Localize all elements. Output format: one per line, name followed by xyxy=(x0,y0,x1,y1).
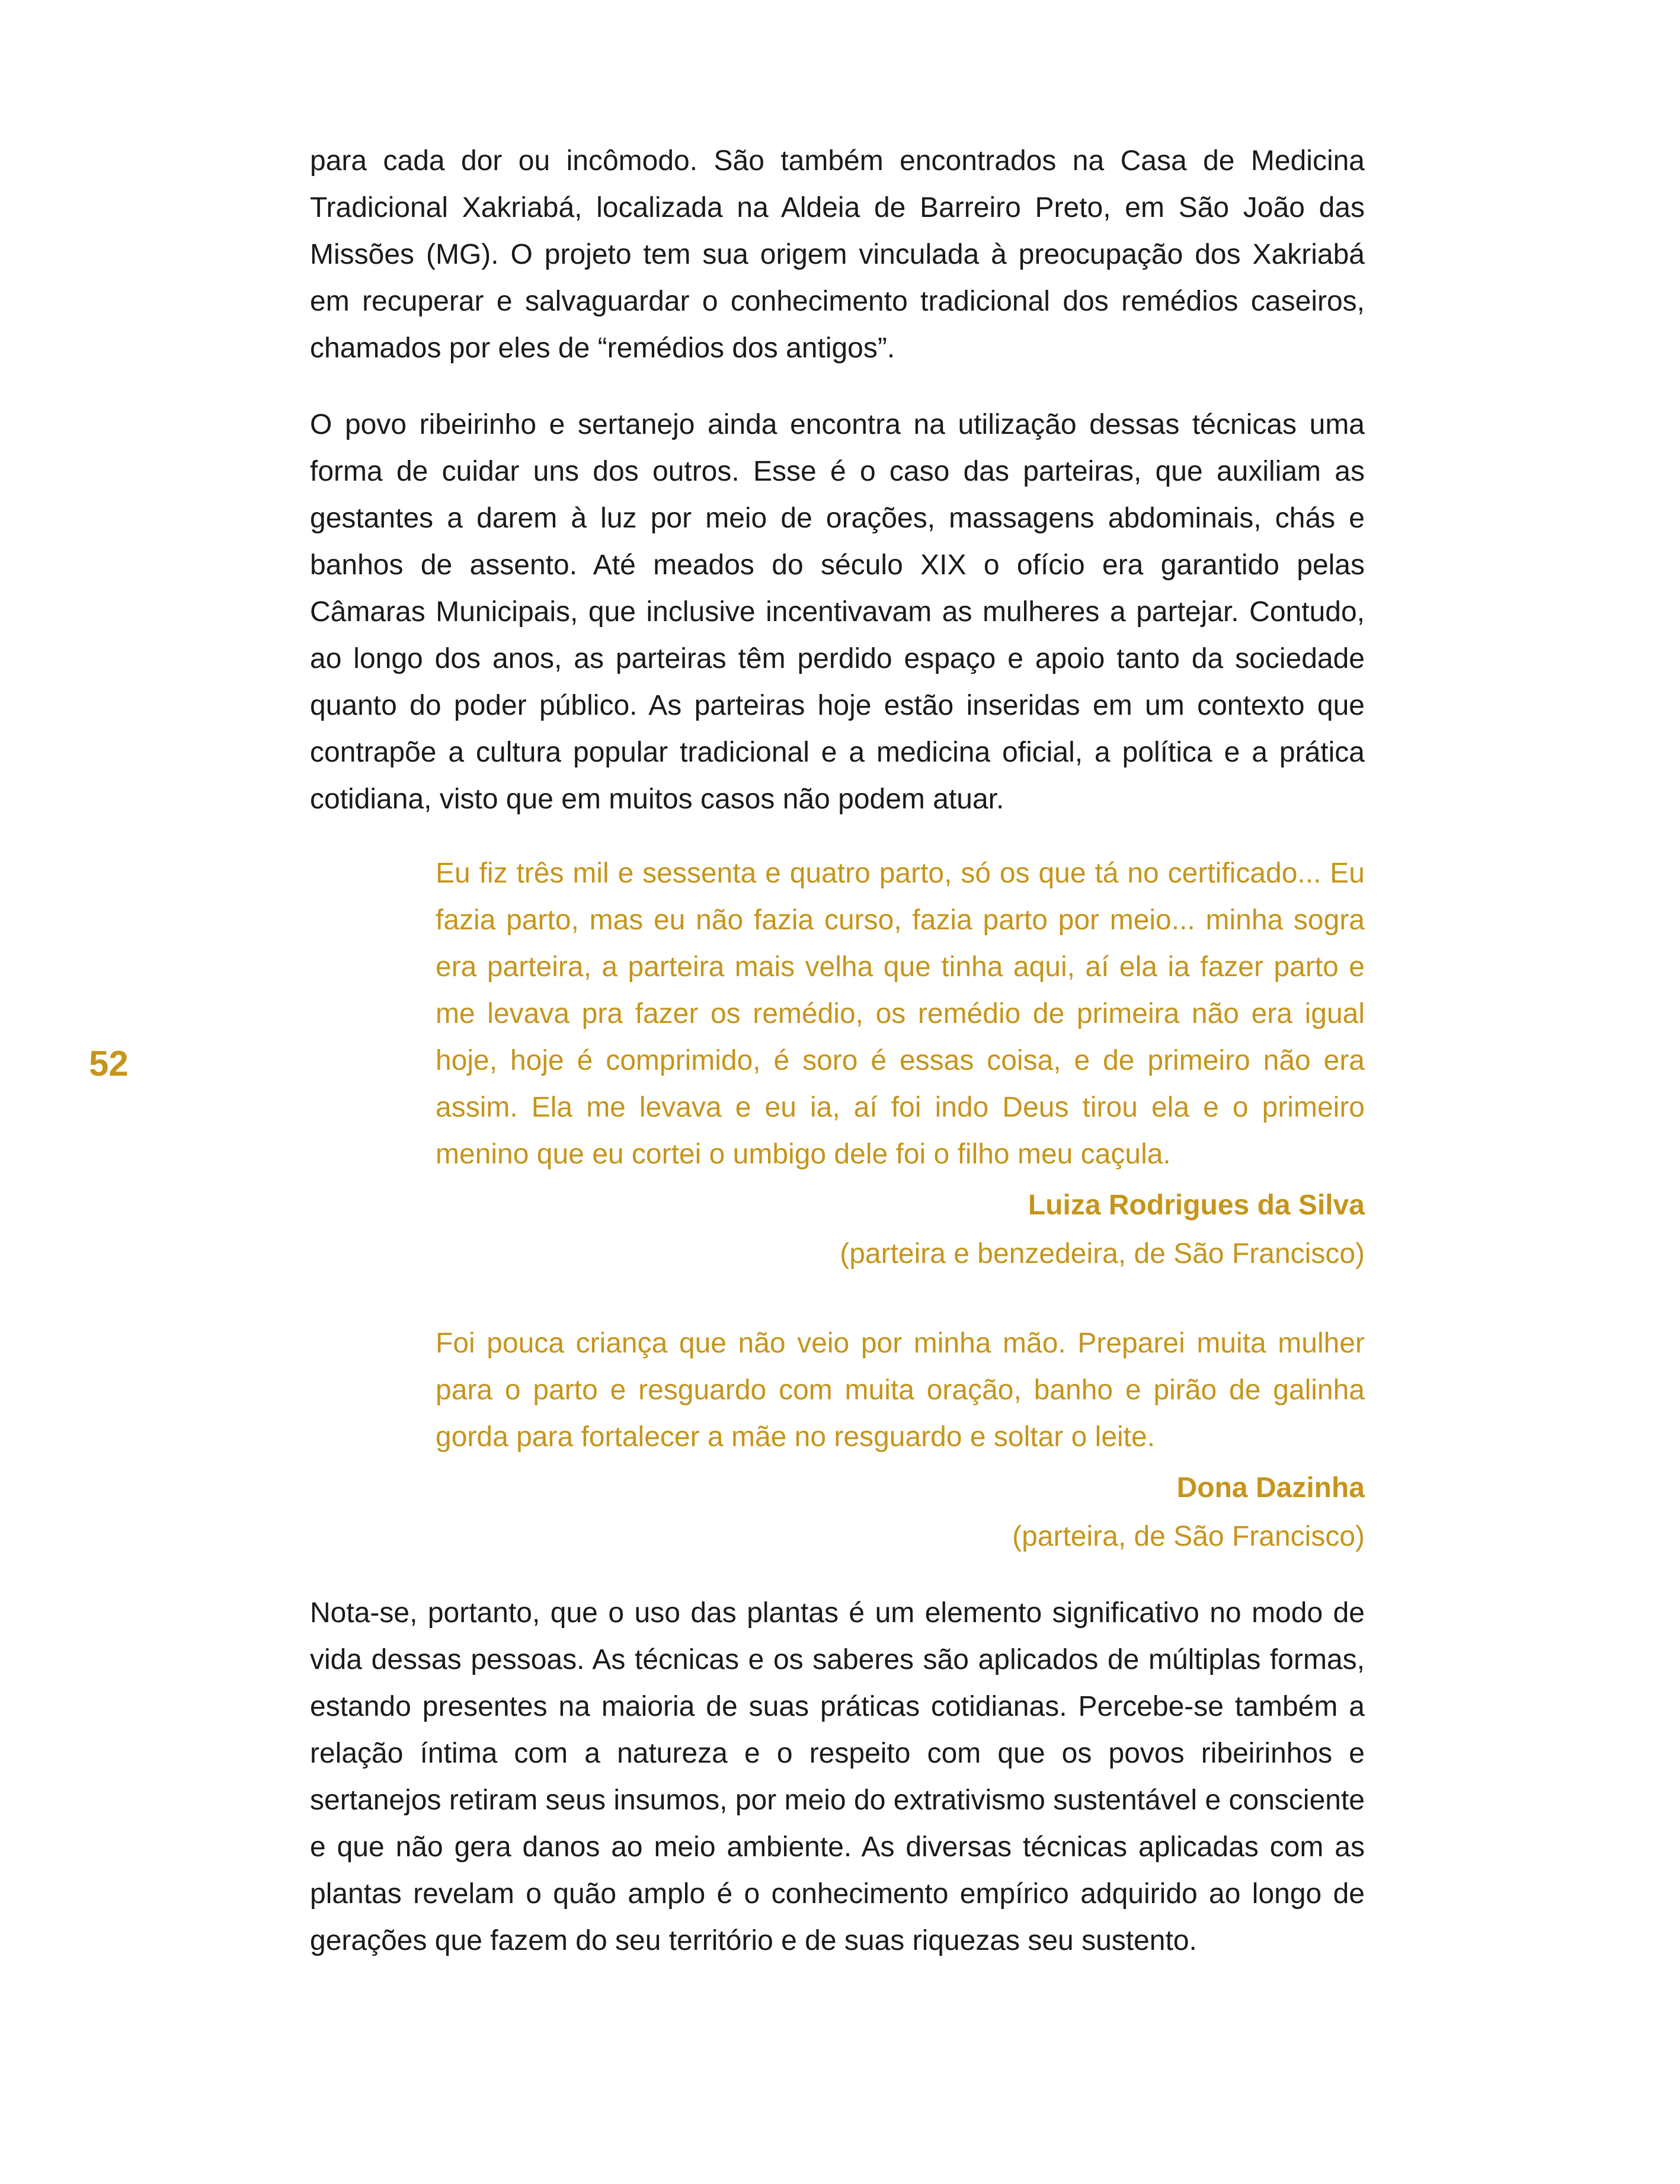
quote-text: Eu fiz três mil e sessenta e quatro parto, só os que tá no certificado... Eu fazia parto, mas eu não fazia curso, fazia parto por meio... minha sogra era parteira, a parteira mais velha que tinha aqui, aí ela ia fazer parto e me levava pra fazer os remédio, os remédio de primeira não era igual hoje, hoje é comprimido, é soro é essas coisa, e de primeiro não era assim. Ela me levava e eu ia, aí foi indo Deus tirou ela e o primeiro menino que eu cortei o umbigo dele foi o filho meu caçula. xyxy=(436,858,1365,1170)
attribution-name: Luiza Rodrigues da Silva xyxy=(1028,1189,1365,1221)
main-text-column xyxy=(310,138,1365,1964)
quote-text: Foi pouca criança que não veio por minha mão. Preparei muita mulher para o parto e resguardo com muita oração, banho e pirão de galinha gorda para fortalecer a mãe no resguardo e soltar o leite. xyxy=(436,1328,1365,1453)
paragraph-1: para cada dor ou incômodo. São também encontrados na Casa de Medicina Tradicional Xakriabá, localizada na Aldeia de Barreiro Preto, em São João das Missões (MG). O projeto tem sua origem vinculada à preocupação dos Xakriabá em recuperar e salvaguardar o conhecimento tradicional dos remédios caseiros, chamados por eles de “remédios dos antigos”. xyxy=(310,145,1365,364)
attribution-role: (parteira e benzedeira, de São Francisco) xyxy=(840,1238,1365,1270)
attribution-role: (parteira, de São Francisco) xyxy=(1012,1521,1365,1552)
quote-attribution xyxy=(436,1181,1365,1278)
quote-attribution xyxy=(436,1464,1365,1561)
page-number: 52 xyxy=(89,1044,129,1083)
attribution-name: Dona Dazinha xyxy=(1176,1472,1365,1504)
quote-luiza xyxy=(436,850,1365,1278)
paragraph-2: O povo ribeirinho e sertanejo ainda encontra na utilização dessas técnicas uma forma de cuidar uns dos outros. Esse é o caso das parteiras, que auxiliam as gestantes a darem à luz por meio de orações, massagens abdominais, chás e banhos de assento. Até meados do século XIX o ofício era garantido pelas Câmaras Municipais, que inclusive incentivavam as mulheres a partejar. Contudo, ao longo dos anos, as parteiras têm perdido espaço e apoio tanto da sociedade quanto do poder público. As parteiras hoje estão inseridas em um contexto que contrapõe a cultura popular tradicional e a medicina oficial, a política e a prática cotidiana, visto que em muitos casos não podem atuar. xyxy=(310,409,1365,815)
paragraph-3: Nota-se, portanto, que o uso das plantas é um elemento significativo no modo de vida dessas pessoas. As técnicas e os saberes são aplicados de múltiplas formas, estando presentes na maioria de suas práticas cotidianas. Percebe-se também a relação íntima com a natureza e o respeito com que os povos ribeirinhos e sertanejos retiram seus insumos, por meio do extrativismo sustentável e consciente e que não gera danos ao meio ambiente. As diversas técnicas aplicadas com as plantas revelam o quão amplo é o conhecimento empírico adquirido ao longo de gerações que fazem do seu território e de suas riquezas seu sustento. xyxy=(310,1597,1365,1956)
quote-dazinha xyxy=(436,1320,1365,1561)
